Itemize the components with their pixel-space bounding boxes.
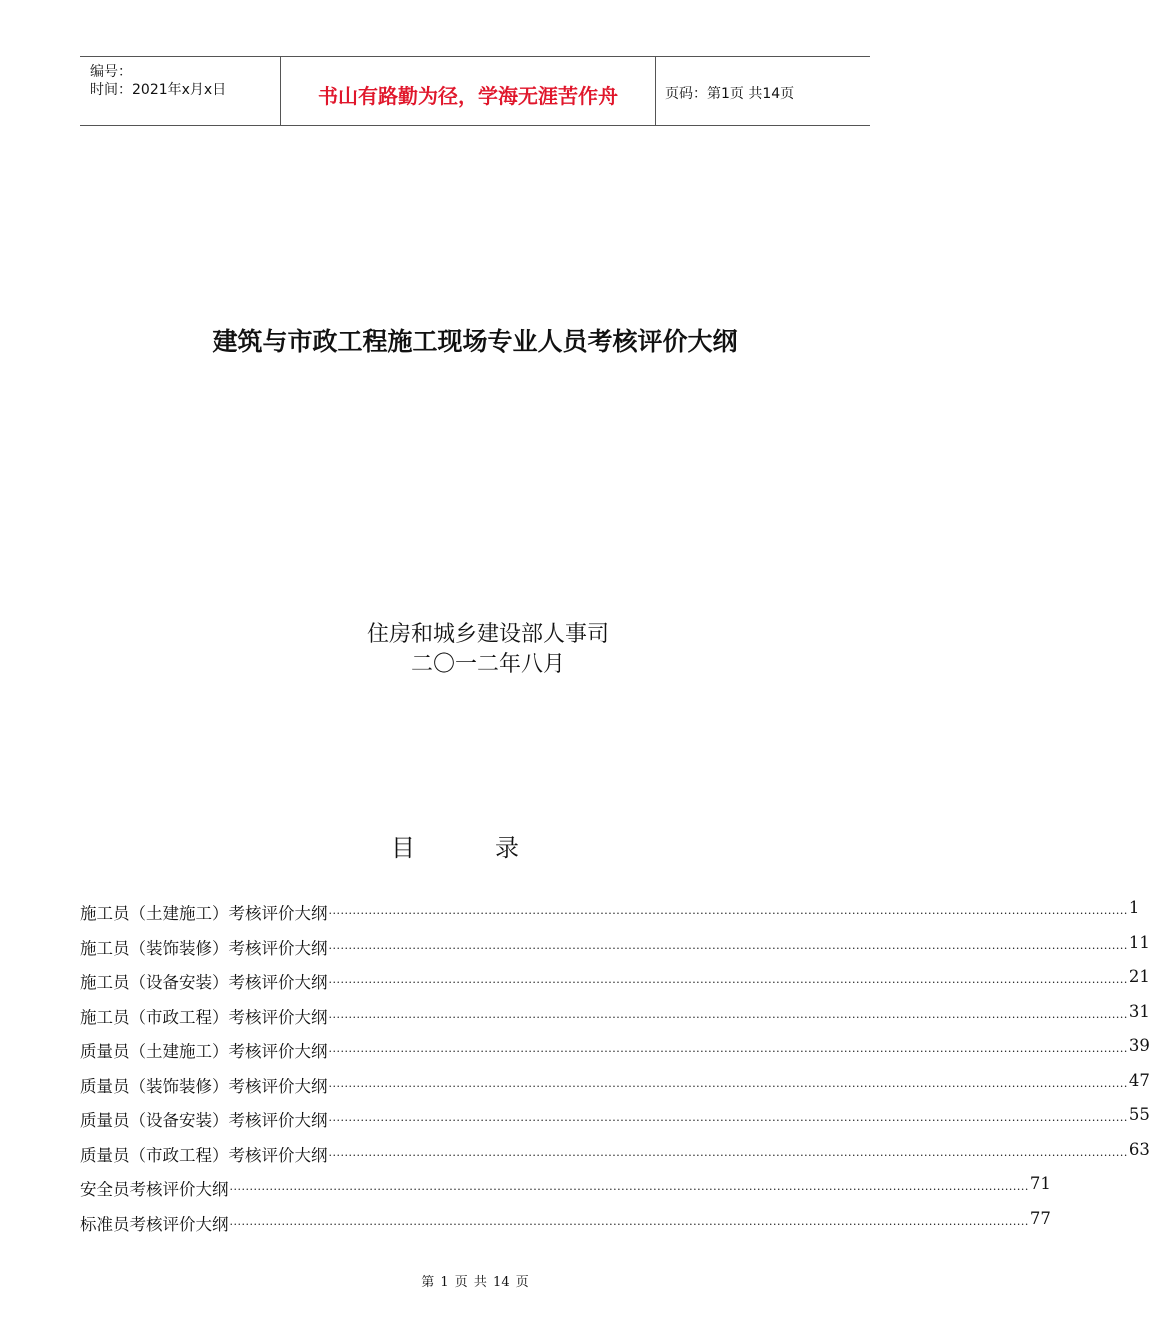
issuing-organization: 住房和城乡建设部人事司 [366, 622, 609, 647]
toc-entry[interactable] [80, 1139, 1150, 1177]
toc-dot-leader: ········································································································································································································ [328, 1045, 1128, 1058]
toc-dot-leader: ········································································································································································································ [229, 1183, 1029, 1196]
toc-entry-page: 71 [1029, 1174, 1051, 1193]
document-number-label: 编号： [90, 64, 132, 80]
toc-dot-leader: ········································································································································································································ [328, 1114, 1128, 1127]
toc-dot-leader: ········································································································································································································ [229, 1217, 1029, 1231]
toc-entry-name: 质量员（土建施工）考核评价大纲 [80, 1042, 328, 1061]
toc-entry-name: 质量员（装饰装修）考核评价大纲 [80, 1076, 328, 1096]
toc-entry[interactable] [80, 1105, 1150, 1142]
document-time-label: 时间：2021年x月x日 [90, 82, 227, 98]
toc-entry[interactable] [80, 1174, 1051, 1211]
toc-entry[interactable] [80, 1036, 1150, 1073]
page-footer: 第 1 页 共 14 页 [421, 1275, 529, 1290]
toc-entry-name: 安全员考核评价大纲 [80, 1180, 229, 1199]
header-page-number: 页码：第1页 共14页 [665, 86, 795, 102]
toc-dot-leader: ········································································································································································································ [328, 976, 1128, 989]
toc-entry-page: 47 [1128, 1070, 1150, 1090]
table-of-contents [80, 898, 1150, 1245]
toc-entry-page: 39 [1128, 1036, 1150, 1055]
toc-entry[interactable] [80, 1001, 1150, 1039]
toc-heading: 目录 [391, 834, 599, 862]
toc-dot-leader: ········································································································································································································ [328, 1079, 1128, 1093]
document-title: 建筑与市政工程施工现场专业人员考核评价大纲 [212, 327, 738, 356]
toc-entry-name: 施工员（装饰装修）考核评价大纲 [80, 938, 328, 958]
toc-dot-leader: ········································································································································································································ [328, 941, 1128, 955]
issue-date: 二〇一二年八月 [410, 652, 565, 677]
toc-entry-name: 质量员（设备安装）考核评价大纲 [80, 1111, 328, 1130]
toc-entry-page: 77 [1029, 1208, 1051, 1228]
header-meta-cell [80, 57, 280, 125]
toc-entry-name: 施工员（市政工程）考核评价大纲 [80, 1007, 328, 1027]
toc-entry[interactable] [80, 1208, 1051, 1246]
toc-entry-name: 施工员（设备安装）考核评价大纲 [80, 973, 328, 992]
toc-dot-leader: ········································································································································································································ [328, 907, 1128, 920]
toc-entry-page: 1 [1128, 898, 1140, 917]
header-motto-cell [280, 57, 656, 125]
toc-entry[interactable] [80, 898, 1140, 935]
toc-entry-page: 55 [1128, 1105, 1150, 1124]
toc-entry[interactable] [80, 932, 1150, 970]
header-motto: 书山有路勤为径，学海无涯苦作舟 [318, 84, 618, 108]
page-header [80, 56, 870, 126]
toc-entry-name: 标准员考核评价大纲 [80, 1214, 229, 1234]
toc-entry-page: 11 [1128, 932, 1150, 952]
toc-dot-leader: ········································································································································································································ [328, 1148, 1128, 1162]
header-page-cell [655, 57, 870, 125]
toc-entry-page: 31 [1128, 1001, 1150, 1021]
toc-entry-name: 施工员（土建施工）考核评价大纲 [80, 904, 328, 923]
toc-entry[interactable] [80, 967, 1150, 1004]
toc-entry-page: 21 [1128, 967, 1150, 986]
toc-entry-name: 质量员（市政工程）考核评价大纲 [80, 1145, 328, 1165]
toc-entry-page: 63 [1128, 1139, 1150, 1159]
toc-dot-leader: ········································································································································································································ [328, 1010, 1128, 1024]
toc-entry[interactable] [80, 1070, 1150, 1108]
